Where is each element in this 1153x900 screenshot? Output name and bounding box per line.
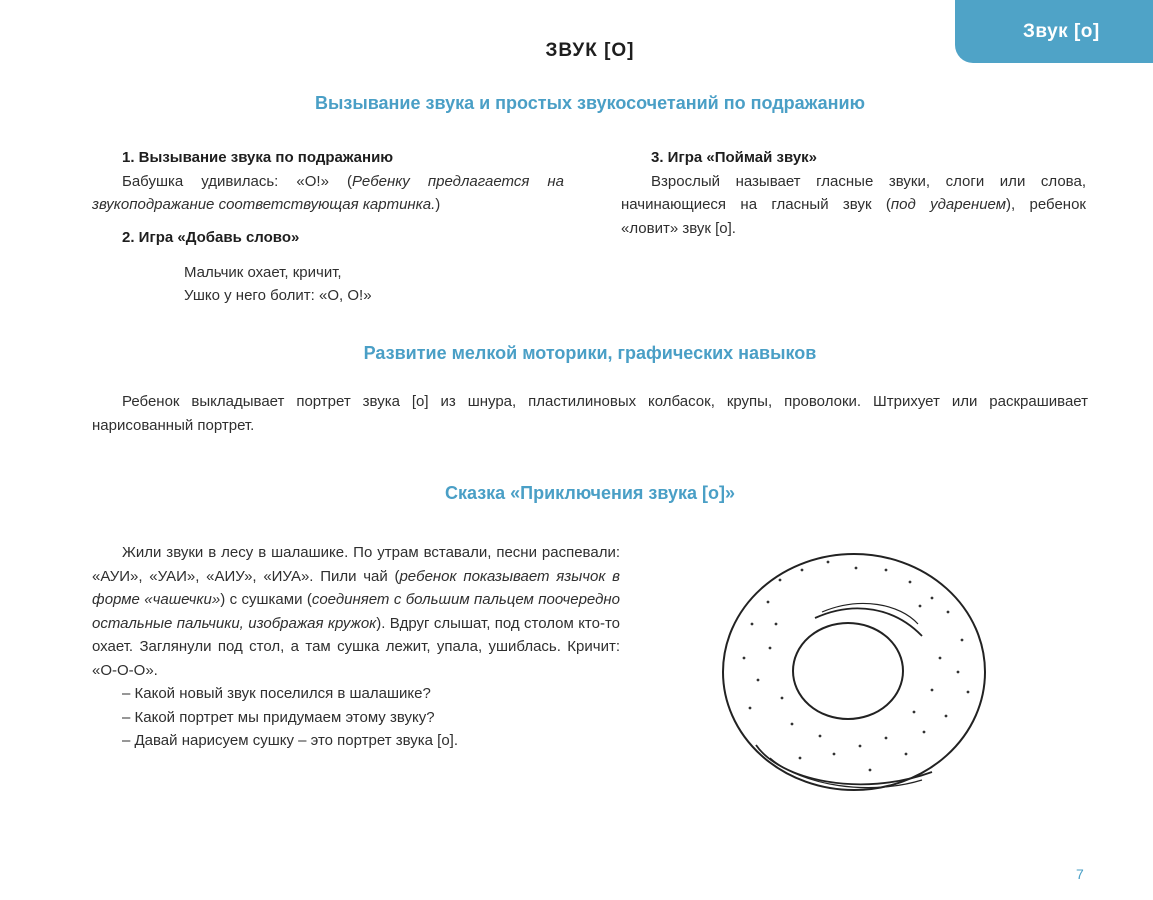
item-catch-sound-text: Взрослый называет гласные звуки, слоги или слова, начинающиеся на гласный звук (под ударением), ребенок «ловит» звук [о]. (621, 172, 1086, 237)
item-add-word (92, 226, 564, 308)
tale-text (92, 541, 620, 753)
motor-skills-text: Ребенок выкладывает портрет звука [о] из шнура, пластилиновых колбасок, крупы, проволоки. Штрихует или раскрашивает нарисованный портрет. (92, 393, 1088, 434)
item-imitation (92, 146, 564, 217)
section-title-tale: Сказка «Приключения звука [о]» (444, 483, 736, 503)
item-imitation-heading: 1. Вызывание звука по подражанию (122, 149, 394, 166)
poem-line-1: Мальчик охает, кричит, (184, 263, 342, 281)
bagel-seeds (743, 561, 970, 772)
item-catch-sound-heading: 3. Игра «Поймай звук» (651, 149, 818, 166)
page-number: 7 (1076, 866, 1084, 882)
chapter-tab-label: Звук [о] (1023, 20, 1100, 42)
section-title-imitation: Вызывание звука и простых звукосочетаний по подражанию (315, 93, 865, 113)
poem-line-2: Ушко у него болит: «О, О!» (184, 287, 372, 304)
bagel-illustration (710, 540, 1010, 810)
section-title-motor-skills: Развитие мелкой моторики, графических навыков (363, 343, 817, 363)
tale-question-3: – Давай нарисуем сушку – это портрет звука [о]. (122, 732, 459, 749)
page-title: ЗВУК [О] (545, 40, 635, 61)
tale-paragraph: Жили звуки в лесу в шалашике. По утрам вставали, песни распевали: «АУИ», «УАИ», «АИУ», «ИУА». Пили чай (ребенок показывает язычок в форме «чашечки») с сушками (соединяет с большим пальцем поочередно остальные пальчики, изображая кружок). Вдруг слышат, под столом кто-то охает. Заглянули под стол, а там сушка лежит, упала, ушиблась. Кричит: «О-О-О». (92, 544, 621, 679)
item-add-word-heading: 2. Игра «Добавь слово» (122, 229, 300, 246)
bagel-shine-top (815, 608, 922, 636)
item-catch-sound (621, 146, 1086, 240)
bagel-outer-ring (723, 554, 985, 790)
bagel-shine-bottom (756, 745, 932, 784)
tale-question-2: – Какой портрет мы придумаем этому звуку? (122, 708, 435, 726)
tale-question-1: – Какой новый звук поселился в шалашике? (122, 685, 431, 702)
bagel-hole (793, 623, 903, 719)
item-imitation-text: Бабушка удивилась: «О!» (Ребенку предлагается на звукоподражание соответствующая картинка.) (92, 172, 564, 213)
